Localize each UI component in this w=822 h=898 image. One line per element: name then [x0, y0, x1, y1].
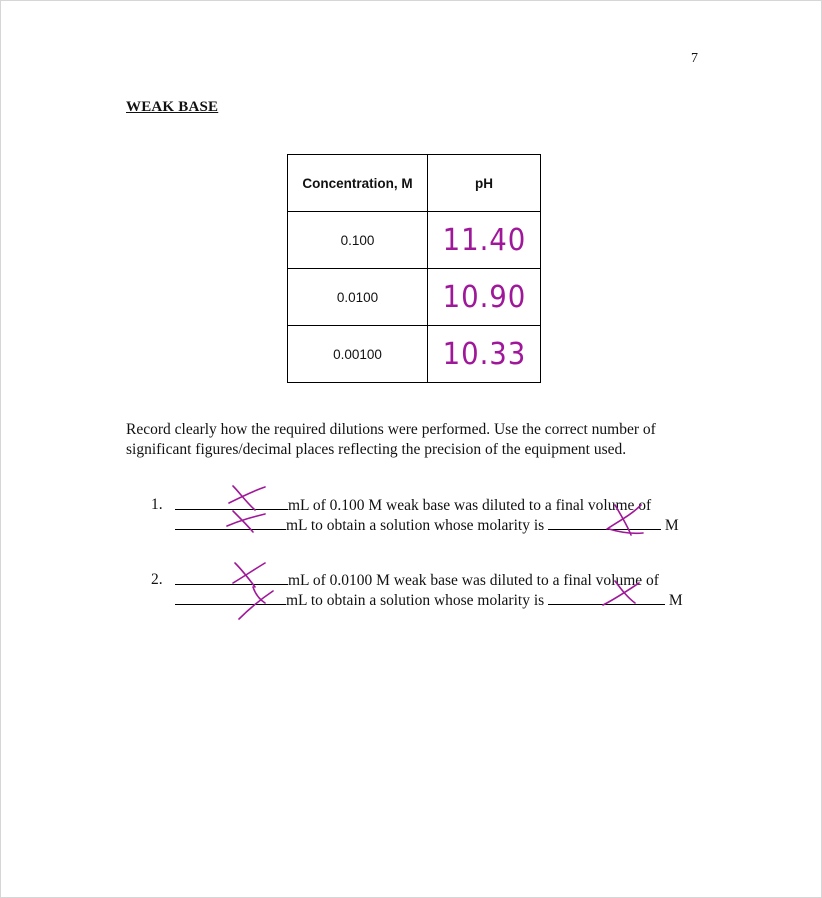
- handwritten-ph: 11.40: [442, 222, 526, 258]
- unit-label: M: [668, 592, 683, 609]
- item-line1-text: mL of 0.0100 M weak base was diluted to a final volume of: [288, 572, 659, 589]
- table-row: [288, 269, 541, 326]
- item-line2-text: mL to obtain a solution whose molarity is: [286, 592, 545, 609]
- concentration-cell: 0.0100: [288, 269, 428, 326]
- unit-label: M: [664, 517, 679, 534]
- table-header-row: [288, 155, 541, 212]
- molarity-blank[interactable]: [548, 590, 665, 605]
- initial-volume-blank[interactable]: [175, 495, 288, 510]
- final-volume-blank[interactable]: [175, 515, 286, 530]
- table-row: [288, 212, 541, 269]
- table-header-ph: pH: [428, 155, 541, 212]
- handwritten-ph: 10.90: [442, 279, 526, 315]
- item-line1-text: mL of 0.100 M weak base was diluted to a final volume of: [288, 497, 652, 514]
- item-line2-text: mL to obtain a solution whose molarity is: [286, 517, 545, 534]
- section-title: WEAK BASE: [126, 99, 219, 115]
- item-number: 2.: [151, 571, 163, 588]
- ph-cell: [428, 212, 541, 269]
- ph-cell: [428, 326, 541, 383]
- concentration-cell: 0.00100: [288, 326, 428, 383]
- page-number: 7: [691, 51, 698, 66]
- table-header-concentration: Concentration, M: [288, 155, 428, 212]
- handwritten-ph: 10.33: [442, 336, 526, 372]
- final-volume-blank[interactable]: [175, 590, 286, 605]
- ph-cell: [428, 269, 541, 326]
- table-row: [288, 326, 541, 383]
- results-table: [287, 154, 541, 383]
- item-number: 1.: [151, 496, 163, 513]
- initial-volume-blank[interactable]: [175, 570, 288, 585]
- concentration-cell: 0.100: [288, 212, 428, 269]
- molarity-blank[interactable]: [548, 515, 661, 530]
- instructions-paragraph: Record clearly how the required dilutions were performed. Use the correct number of significant figures/decimal places reflecting the precision of the equipment used.: [126, 421, 656, 458]
